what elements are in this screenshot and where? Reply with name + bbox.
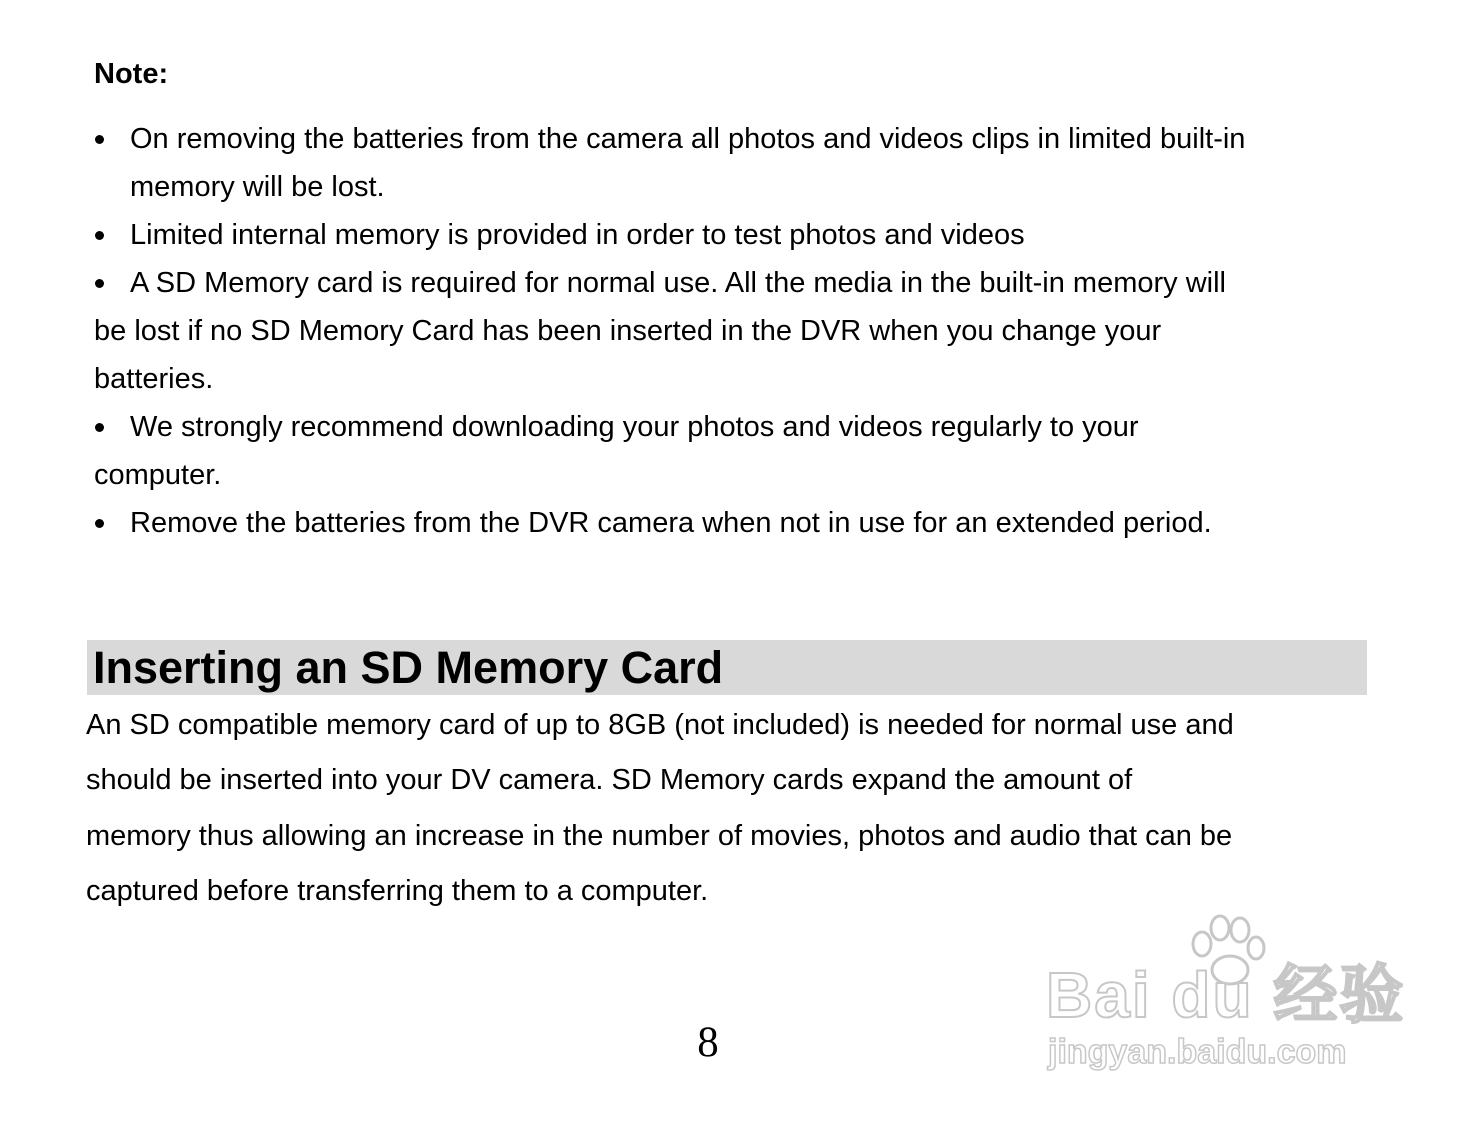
baidu-watermark <box>1040 910 1406 1080</box>
note-bullet-line: be lost if no SD Memory Card has been inserted in the DVR when you change your <box>94 315 1162 347</box>
bullet-dot <box>95 423 104 432</box>
note-bullet-line: A SD Memory card is required for normal use. All the media in the built-in memory will <box>130 267 1226 299</box>
paragraph-line: captured before transferring them to a computer. <box>86 875 709 907</box>
paragraph-line: should be inserted into your DV camera. SD Memory cards expand the amount of <box>86 764 1133 796</box>
bullet-dot <box>95 279 104 288</box>
bullet-dot <box>95 135 104 144</box>
page-number: 8 <box>697 1019 719 1066</box>
note-heading: Note: <box>94 58 169 90</box>
watermark-main-text: Bai du 经验 <box>1046 959 1406 1031</box>
note-bullet-line: On removing the batteries from the camera all photos and videos clips in limited built-in <box>130 123 1246 155</box>
note-bullet-line: computer. <box>94 459 222 491</box>
note-bullet-line: batteries. <box>94 363 214 395</box>
note-bullet-line: We strongly recommend downloading your photos and videos regularly to your <box>130 411 1139 443</box>
note-bullet-line: memory will be lost. <box>130 171 385 203</box>
section-title: Inserting an SD Memory Card <box>93 642 724 693</box>
bullet-dot <box>95 519 104 528</box>
watermark-url: jingyan.baidu.com <box>1048 1033 1347 1071</box>
bullet-dot <box>95 231 104 240</box>
note-bullet-line: Limited internal memory is provided in order to test photos and videos <box>130 219 1025 251</box>
note-bullet-line: Remove the batteries from the DVR camera when not in use for an extended period. <box>130 507 1212 539</box>
paragraph-line: memory thus allowing an increase in the number of movies, photos and audio that can be <box>86 820 1233 852</box>
paragraph-line: An SD compatible memory card of up to 8GB (not included) is needed for normal use and <box>86 709 1234 741</box>
